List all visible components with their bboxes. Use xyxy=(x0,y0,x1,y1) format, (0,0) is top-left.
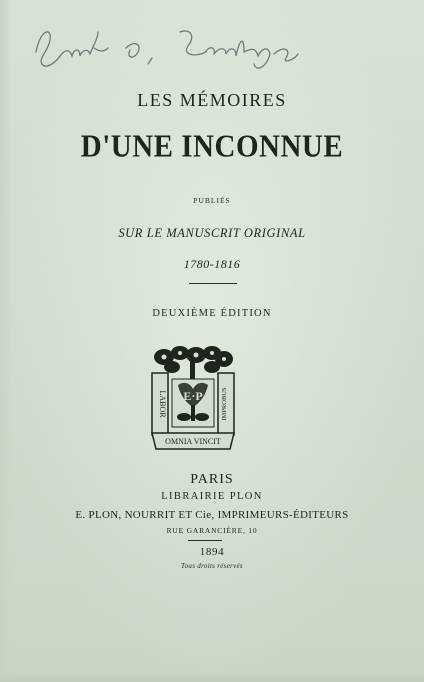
edition-label: DEUXIÈME ÉDITION xyxy=(152,308,272,319)
subtitle: SUR LE MANUSCRIT ORIGINAL xyxy=(118,226,306,240)
published-label: PUBLIÉS xyxy=(193,196,231,205)
years: 1780-1816 xyxy=(183,257,241,271)
motto-right: IMPROBUS xyxy=(221,387,228,421)
title-line-1: LES MÉMOIRES xyxy=(137,90,287,110)
paper-edge-bottom xyxy=(0,672,424,682)
publication-year: 1894 xyxy=(199,546,225,558)
city: PARIS xyxy=(190,472,234,487)
title-line-2: D'UNE INCONNUE xyxy=(80,129,344,165)
library: LIBRAIRIE PLON xyxy=(161,491,263,502)
address: RUE GARANCIÈRE, 10 xyxy=(166,526,258,535)
motto-bottom: OMNIA VINCIT xyxy=(165,437,221,446)
publisher-emblem-icon xyxy=(150,345,236,451)
handwritten-signature xyxy=(30,18,350,76)
publisher: E. PLON, NOURRIT ET Cie, IMPRIMEURS-ÉDITEURS xyxy=(75,509,349,521)
rights-notice: Tous droits réservés xyxy=(181,562,243,570)
divider-rule-2 xyxy=(188,540,222,541)
emblem-monogram: E·P xyxy=(183,389,203,403)
divider-rule xyxy=(189,283,237,284)
motto-left: LABOR xyxy=(158,390,167,418)
